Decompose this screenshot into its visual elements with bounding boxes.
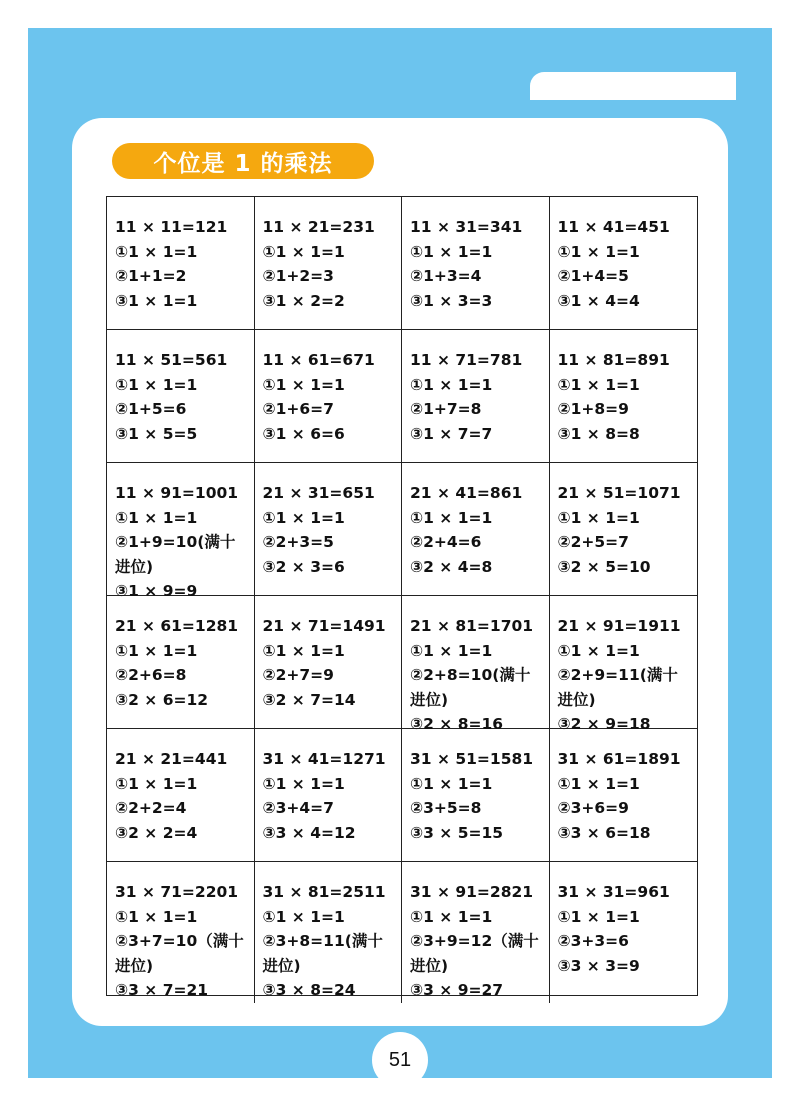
problem-step: ③1 × 9=9 xyxy=(115,582,198,600)
problem-step: ②3+4=7 xyxy=(262,799,334,817)
problem-step: ②2+4=6 xyxy=(410,533,482,551)
problem-step: ③1 × 1=1 xyxy=(115,291,198,310)
problem-equation: 11 × 51=561 xyxy=(115,351,228,369)
problem-step: ②2+7=9 xyxy=(262,666,334,684)
problem-cell xyxy=(255,596,403,729)
problem-equation: 11 × 41=451 xyxy=(557,218,670,236)
problem-step: ①1 × 1=1 xyxy=(115,508,198,527)
problem-cell xyxy=(402,197,550,330)
problem-equation: 21 × 81=1701 xyxy=(410,617,534,635)
problem-cell xyxy=(550,197,698,330)
problem-step: ①1 × 1=1 xyxy=(557,907,640,926)
problem-step: ②1+7=8 xyxy=(410,400,482,418)
page-number: 51 xyxy=(372,1032,428,1088)
problem-step: ③2 × 7=14 xyxy=(262,690,356,709)
problem-equation: 21 × 61=1281 xyxy=(115,617,239,635)
problem-step: ②1+4=5 xyxy=(557,267,629,285)
problem-equation: 11 × 31=341 xyxy=(410,218,523,236)
problem-equation: 31 × 71=2201 xyxy=(115,883,239,901)
problem-equation: 31 × 91=2821 xyxy=(410,883,534,901)
problem-step: ①1 × 1=1 xyxy=(115,242,198,261)
problem-step: ①1 × 1=1 xyxy=(262,508,345,527)
multiplication-grid xyxy=(106,196,698,999)
problem-cell xyxy=(107,596,255,729)
problem-cell xyxy=(255,463,403,596)
problem-cell xyxy=(255,729,403,862)
problem-equation: 11 × 91=1001 xyxy=(115,484,239,502)
problem-step: ①1 × 1=1 xyxy=(262,641,345,660)
problem-step: ①1 × 1=1 xyxy=(410,641,493,660)
problem-cell xyxy=(107,729,255,862)
problem-step: ①1 × 1=1 xyxy=(557,375,640,394)
problem-step: ①1 × 1=1 xyxy=(557,641,640,660)
problem-step: ②1+2=3 xyxy=(262,267,334,285)
problem-cell xyxy=(402,596,550,733)
problem-cell xyxy=(107,330,255,463)
problem-equation: 21 × 91=1911 xyxy=(557,617,681,635)
problem-step: ①1 × 1=1 xyxy=(410,907,493,926)
problem-cell xyxy=(107,463,255,600)
problem-step: ①1 × 1=1 xyxy=(557,508,640,527)
problem-step: ③1 × 4=4 xyxy=(557,291,640,310)
problem-step: ②2+8=10(满十进位) xyxy=(410,666,531,709)
problem-step: ②3+8=11(满十进位) xyxy=(262,932,383,975)
problem-step: ③3 × 6=18 xyxy=(557,823,651,842)
problem-equation: 11 × 11=121 xyxy=(115,218,228,236)
problem-step: ②1+6=7 xyxy=(262,400,334,418)
problem-step: ①1 × 1=1 xyxy=(557,774,640,793)
problem-cell xyxy=(550,463,698,596)
problem-step: ②3+5=8 xyxy=(410,799,482,817)
problem-step: ③3 × 8=24 xyxy=(262,981,356,999)
problem-equation: 21 × 41=861 xyxy=(410,484,523,502)
problem-step: ②2+9=11(满十进位) xyxy=(557,666,678,709)
problem-step: ③1 × 8=8 xyxy=(557,424,640,443)
problem-step: ②3+3=6 xyxy=(557,932,629,950)
problem-equation: 21 × 31=651 xyxy=(262,484,375,502)
problem-step: ①1 × 1=1 xyxy=(262,242,345,261)
problem-step: ③3 × 5=15 xyxy=(410,823,504,842)
problem-cell xyxy=(402,729,550,862)
problem-step: ③2 × 5=10 xyxy=(557,557,651,576)
page-title: 个位是 1 的乘法 xyxy=(112,143,374,179)
problem-step: ②2+2=4 xyxy=(115,799,187,817)
problem-step: ①1 × 1=1 xyxy=(115,375,198,394)
problem-step: ②2+3=5 xyxy=(262,533,334,551)
problem-step: ②3+6=9 xyxy=(557,799,629,817)
top-tab-decoration xyxy=(530,72,736,100)
problem-equation: 31 × 31=961 xyxy=(557,883,670,901)
problem-step: ③1 × 6=6 xyxy=(262,424,345,443)
problem-step: ①1 × 1=1 xyxy=(115,907,198,926)
problem-step: ③3 × 7=21 xyxy=(115,981,209,999)
problem-step: ③1 × 3=3 xyxy=(410,291,493,310)
problem-step: ①1 × 1=1 xyxy=(262,375,345,394)
problem-step: ②1+1=2 xyxy=(115,267,187,285)
problem-cell xyxy=(550,330,698,463)
problem-step: ②1+3=4 xyxy=(410,267,482,285)
problem-step: ①1 × 1=1 xyxy=(410,508,493,527)
problem-equation: 11 × 71=781 xyxy=(410,351,523,369)
problem-step: ②1+5=6 xyxy=(115,400,187,418)
problem-step: ③3 × 3=9 xyxy=(557,956,640,975)
problem-step: ②3+7=10（满十进位) xyxy=(115,932,244,975)
problem-step: ②2+5=7 xyxy=(557,533,629,551)
problem-cell xyxy=(550,729,698,862)
problem-step: ①1 × 1=1 xyxy=(115,641,198,660)
problem-step: ②1+9=10(满十进位) xyxy=(115,533,236,576)
problem-step: ②3+9=12（满十进位) xyxy=(410,932,539,975)
problem-step: ③2 × 6=12 xyxy=(115,690,209,709)
problem-cell xyxy=(550,862,698,1003)
problem-cell xyxy=(107,862,255,1003)
problem-equation: 31 × 41=1271 xyxy=(262,750,386,768)
problem-step: ①1 × 1=1 xyxy=(262,774,345,793)
problem-equation: 31 × 81=2511 xyxy=(262,883,386,901)
problem-step: ③1 × 7=7 xyxy=(410,424,493,443)
problem-equation: 21 × 21=441 xyxy=(115,750,228,768)
problem-step: ②2+6=8 xyxy=(115,666,187,684)
problem-cell xyxy=(255,862,403,1003)
problem-step: ③1 × 2=2 xyxy=(262,291,345,310)
problem-cell xyxy=(255,330,403,463)
problem-equation: 31 × 51=1581 xyxy=(410,750,534,768)
problem-cell xyxy=(402,862,550,1003)
problem-equation: 11 × 21=231 xyxy=(262,218,375,236)
problem-step: ①1 × 1=1 xyxy=(115,774,198,793)
problem-step: ①1 × 1=1 xyxy=(410,774,493,793)
problem-equation: 21 × 51=1071 xyxy=(557,484,681,502)
problem-equation: 21 × 71=1491 xyxy=(262,617,386,635)
problem-step: ③2 × 8=16 xyxy=(410,715,504,733)
problem-step: ③3 × 9=27 xyxy=(410,981,504,999)
problem-step: ③2 × 2=4 xyxy=(115,823,198,842)
problem-equation: 11 × 61=671 xyxy=(262,351,375,369)
problem-step: ③2 × 3=6 xyxy=(262,557,345,576)
problem-step: ③2 × 4=8 xyxy=(410,557,493,576)
problem-cell xyxy=(550,596,698,733)
problem-step: ①1 × 1=1 xyxy=(557,242,640,261)
problem-cell xyxy=(107,197,255,330)
problem-step: ①1 × 1=1 xyxy=(410,242,493,261)
problem-cell xyxy=(255,197,403,330)
problem-step: ③1 × 5=5 xyxy=(115,424,198,443)
problem-cell xyxy=(402,463,550,596)
problem-step: ③3 × 4=12 xyxy=(262,823,356,842)
problem-equation: 31 × 61=1891 xyxy=(557,750,681,768)
problem-cell xyxy=(402,330,550,463)
problem-step: ①1 × 1=1 xyxy=(410,375,493,394)
problem-step: ②1+8=9 xyxy=(557,400,629,418)
problem-step: ③2 × 9=18 xyxy=(557,715,651,733)
problem-step: ①1 × 1=1 xyxy=(262,907,345,926)
problem-equation: 11 × 81=891 xyxy=(557,351,670,369)
